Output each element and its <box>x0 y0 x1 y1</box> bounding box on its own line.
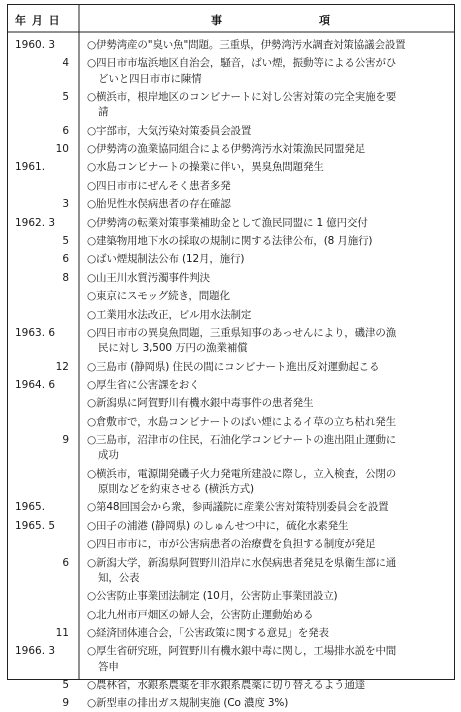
entry-text: ○第48回国会から衆，参両議院に産業公害対策特別委員会を設置 <box>87 501 389 514</box>
entry-text: ○四日市市の異臭魚問題，三重県知事のあっせんにより，磯津の漁 <box>87 327 397 339</box>
entry-date: 1964. 6 <box>15 379 56 391</box>
entry-date: 1965. 5 <box>15 519 56 532</box>
entry-text: ○横浜市，根岸地区のコンビナートに対し公害対策の完全実施を要 <box>87 91 397 103</box>
entry-date: 5 <box>62 91 69 103</box>
chronology-table <box>7 4 455 710</box>
entry-date: 1960. 3 <box>15 39 56 51</box>
entry-text: ○三島市 (静岡県) 住民の間にコンビナート進出反対運動起こる <box>87 360 380 373</box>
entry-date: 5 <box>62 679 69 691</box>
entry-text: ○田子の浦港 (静岡県) のしゅんせつ中に，硫化水素発生 <box>87 519 349 532</box>
entry-text: ○厚生省に公害課をおく <box>87 379 200 391</box>
entry-text: ○建築物用地下水の採取の規制に関する法律公布，(8 月施行) <box>87 235 373 247</box>
entry-text: ○ばい煙規制法公布 (12月，施行) <box>87 253 245 266</box>
header-date: 年 月 日 <box>15 14 61 27</box>
entry-text: ○厚生省研究班，阿賀野川有機水銀中毒に関し，工場排水説を中間 <box>87 645 397 658</box>
entry-text: ○三島市，沼津市の住民，石油化学コンビナートの進出阻止運動に <box>87 434 397 447</box>
entry-text: ○横浜市，電源開発磯子火力発電所建設に際し，立入検査，公閉の <box>87 467 397 480</box>
entry-text: ○東京にスモッグ続き，問題化 <box>87 290 230 303</box>
entry-text: ○新潟大学，新潟県阿賀野川沿岸に水俣病患者発見を県衛生部に通 <box>87 556 397 569</box>
entry-date: 1965. <box>15 501 46 514</box>
entry-text: ○伊勢湾の漁業協同組合による伊勢湾汚水対策漁民同盟発足 <box>87 143 366 155</box>
entry-date: 5 <box>62 235 69 247</box>
entry-text: ○農林省，水銀系農薬を非水銀系農薬に切り替えるよう通達 <box>87 679 366 691</box>
entry-text: ○工業用水法改正，ビル用水法制定 <box>87 308 252 321</box>
entry-date: 6 <box>62 124 69 137</box>
entry-text: ○伊勢湾の転業対策事業補助金として漁民同盟に 1 億円交付 <box>87 216 368 229</box>
header-event: 事 項 <box>211 14 331 27</box>
entry-text: ○山王川水質汚濁事件判決 <box>87 271 210 284</box>
entry-text: ○四日市市に，市が公害病患者の治療費を負担する制度が発足 <box>87 538 376 551</box>
entry-date: 9 <box>62 434 69 447</box>
entry-text: 請 <box>98 106 109 119</box>
entry-text: どいと四日市市に陳情 <box>98 72 202 85</box>
entry-text: ○宇部市，大気汚染対策委員会設置 <box>87 124 252 137</box>
entry-text: ○公害防止事業団法制定 (10月，公害防止事業団設立) <box>87 590 338 603</box>
entry-text: ○伊勢湾産の"臭い魚"問題。三重県，伊勢湾汚水調査対策協議会設置 <box>87 39 406 51</box>
entry-date: 4 <box>62 57 69 70</box>
entry-text: 答申 <box>98 660 119 673</box>
entry-date: 6 <box>62 556 69 569</box>
entry-date: 10 <box>55 143 69 155</box>
entry-text: 知，公表 <box>98 571 140 584</box>
entry-text: 原則などを約束させる (横浜方式) <box>98 483 254 495</box>
entry-text: ○四日市市にぜんそく患者多発 <box>87 179 231 192</box>
entry-date: 11 <box>55 627 69 639</box>
entry-text: 民に対し 3,500 万円の漁業補償 <box>98 342 248 355</box>
entry-date: 1966. 3 <box>15 645 56 658</box>
entry-text: ○経済団体連合会，「公害政策に関する意見」を発表 <box>87 627 329 639</box>
entry-text: ○胎児性水俣病患者の存在確認 <box>87 198 231 211</box>
entry-date: 9 <box>62 697 69 710</box>
entry-text: ○倉敷市で，水島コンビナートのばい煙によるイ草の立ち枯れ発生 <box>87 415 396 428</box>
entry-text: ○新型車の排出ガス規制実施 (Co 濃度 3%) <box>87 697 289 710</box>
entry-date: 12 <box>55 360 69 373</box>
entry-text: ○北九州市戸畑区の婦人会，公害防止運動始める <box>87 608 314 621</box>
entry-date: 1962. 3 <box>15 216 56 229</box>
entry-text: ○新潟県に阿賀野川有機水銀中毒事件の患者発生 <box>87 397 314 410</box>
entry-text: ○水島コンビナートの操業に伴い，異臭魚問題発生 <box>87 161 324 174</box>
entry-date: 1963. 6 <box>15 327 56 339</box>
entry-date: 8 <box>62 271 69 284</box>
entry-text: ○四日市市塩浜地区自治会，騒音，ばい煙，振動等による公害がひ <box>87 57 397 70</box>
entry-date: 3 <box>62 198 69 211</box>
entry-date: 6 <box>62 253 69 266</box>
entry-date: 1961. <box>15 161 46 174</box>
entry-text: 成功 <box>98 449 119 462</box>
